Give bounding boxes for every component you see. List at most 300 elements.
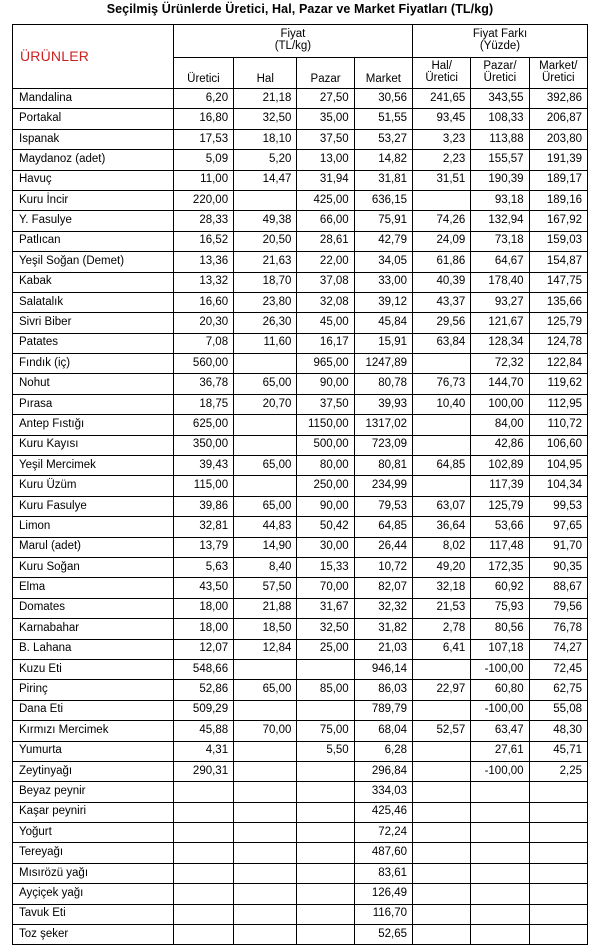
product-name-cell: Fındık (iç) [13,354,174,374]
value-cell: 13,32 [173,272,233,292]
value-cell: 13,00 [297,150,354,170]
product-name-cell: Kuru İncir [13,190,174,210]
product-name-cell: Yeşil Soğan (Demet) [13,252,174,272]
value-cell: 52,86 [173,680,233,700]
value-cell [529,823,587,843]
table-row [13,517,588,537]
table-row [13,272,588,292]
value-cell: 55,08 [529,700,587,720]
product-name-cell: Maydanoz (adet) [13,150,174,170]
product-name-cell: Dana Eti [13,700,174,720]
value-cell: 64,85 [413,456,471,476]
table-row [13,150,588,170]
table-row [13,904,588,924]
table-row [13,170,588,190]
value-cell: 10,72 [354,557,412,577]
table-row [13,456,588,476]
value-cell: 155,57 [471,150,529,170]
value-cell: 40,39 [413,272,471,292]
value-cell [173,863,233,883]
column-header-pazar-uretici-line1: Pazar/ [483,60,517,73]
table-row [13,313,588,333]
value-cell: 53,27 [354,129,412,149]
value-cell: 80,81 [354,456,412,476]
value-cell: 154,87 [529,252,587,272]
value-cell: 560,00 [173,354,233,374]
value-cell: 51,55 [354,109,412,129]
table-row [13,843,588,863]
value-cell [234,823,297,843]
value-cell: 76,73 [413,374,471,394]
table-row [13,761,588,781]
value-cell [173,925,233,945]
value-cell: 32,08 [297,292,354,312]
value-cell: 6,20 [173,89,233,109]
value-cell: -100,00 [471,659,529,679]
value-cell: 32,32 [354,598,412,618]
value-cell: 18,70 [234,272,297,292]
group-header-fiyat-line2: (TL/kg) [274,40,312,52]
value-cell: 93,27 [471,292,529,312]
group-header-fiyat-farki [413,25,588,58]
value-cell: 11,60 [234,333,297,353]
value-cell: 52,57 [413,721,471,741]
value-cell [413,700,471,720]
value-cell: 45,84 [354,313,412,333]
value-cell [413,884,471,904]
value-cell: 39,43 [173,456,233,476]
value-cell: 7,08 [173,333,233,353]
value-cell: 234,99 [354,476,412,496]
value-cell [173,904,233,924]
value-cell [413,802,471,822]
value-cell: 147,75 [529,272,587,292]
product-name-cell: Kuru Üzüm [13,476,174,496]
value-cell: 102,89 [471,456,529,476]
value-cell: 206,87 [529,109,587,129]
value-cell [471,884,529,904]
value-cell: 5,20 [234,150,297,170]
value-cell [297,700,354,720]
value-cell: 16,80 [173,109,233,129]
value-cell: 93,18 [471,190,529,210]
value-cell [234,190,297,210]
value-cell: 946,14 [354,659,412,679]
value-cell: 117,39 [471,476,529,496]
product-name-cell: Tavuk Eti [13,904,174,924]
value-cell [471,925,529,945]
column-header-hal: Hal [234,58,297,89]
value-cell: 73,18 [471,231,529,251]
value-cell: 31,94 [297,170,354,190]
value-cell [234,415,297,435]
value-cell: 32,81 [173,517,233,537]
value-cell [173,843,233,863]
value-cell: 45,71 [529,741,587,761]
value-cell [413,823,471,843]
value-cell: 72,32 [471,354,529,374]
value-cell: 75,00 [297,721,354,741]
group-header-fiyat [173,25,412,58]
value-cell: 190,39 [471,170,529,190]
value-cell: 12,84 [234,639,297,659]
value-cell: 42,86 [471,435,529,455]
product-name-cell: Havuç [13,170,174,190]
value-cell: 97,65 [529,517,587,537]
table-row [13,802,588,822]
value-cell [413,904,471,924]
value-cell: 125,79 [529,313,587,333]
product-name-cell: Yumurta [13,741,174,761]
product-name-cell: Sivri Biber [13,313,174,333]
table-row [13,639,588,659]
value-cell: 74,26 [413,211,471,231]
value-cell: 25,00 [297,639,354,659]
value-cell [413,782,471,802]
value-cell: -100,00 [471,761,529,781]
table-row [13,476,588,496]
value-cell: 100,00 [471,394,529,414]
value-cell [413,415,471,435]
value-cell [529,843,587,863]
value-cell: 4,31 [173,741,233,761]
value-cell: 6,41 [413,639,471,659]
value-cell: 392,86 [529,89,587,109]
product-name-cell: Ispanak [13,129,174,149]
value-cell: 14,90 [234,537,297,557]
value-cell [413,476,471,496]
value-cell: 18,10 [234,129,297,149]
value-cell: 113,88 [471,129,529,149]
table-row [13,557,588,577]
value-cell [529,904,587,924]
value-cell: 135,66 [529,292,587,312]
value-cell: 15,33 [297,557,354,577]
value-cell: 124,78 [529,333,587,353]
value-cell [234,904,297,924]
value-cell: 22,97 [413,680,471,700]
value-cell [173,823,233,843]
value-cell: 2,25 [529,761,587,781]
value-cell: 8,40 [234,557,297,577]
value-cell: 487,60 [354,843,412,863]
value-cell: 52,65 [354,925,412,945]
value-cell: 965,00 [297,354,354,374]
value-cell: 23,80 [234,292,297,312]
table-row [13,578,588,598]
product-name-cell: Kuru Fasulye [13,496,174,516]
value-cell [297,659,354,679]
value-cell: 91,70 [529,537,587,557]
table-row [13,333,588,353]
value-cell [234,741,297,761]
value-cell: 49,38 [234,211,297,231]
price-table [12,24,588,945]
value-cell: -100,00 [471,700,529,720]
value-cell: 107,18 [471,639,529,659]
value-cell: 80,78 [354,374,412,394]
value-cell: 296,84 [354,761,412,781]
value-cell: 116,70 [354,904,412,924]
table-row [13,190,588,210]
value-cell: 350,00 [173,435,233,455]
value-cell [413,659,471,679]
table-row [13,659,588,679]
value-cell: 5,63 [173,557,233,577]
product-name-cell: B. Lahana [13,639,174,659]
value-cell: 21,53 [413,598,471,618]
value-cell [413,863,471,883]
value-cell: 32,50 [297,619,354,639]
product-name-cell: Kuru Kayısı [13,435,174,455]
value-cell [234,761,297,781]
value-cell: 220,00 [173,190,233,210]
value-cell: 21,88 [234,598,297,618]
value-cell: 2,78 [413,619,471,639]
value-cell: 334,03 [354,782,412,802]
value-cell: 75,93 [471,598,529,618]
value-cell: 74,27 [529,639,587,659]
value-cell: 90,00 [297,496,354,516]
product-name-cell: Limon [13,517,174,537]
product-name-cell: Elma [13,578,174,598]
table-row [13,863,588,883]
value-cell [529,782,587,802]
value-cell: 30,00 [297,537,354,557]
value-cell: 64,67 [471,252,529,272]
value-cell: 16,52 [173,231,233,251]
product-name-cell: Salatalık [13,292,174,312]
product-name-cell: Ayçiçek yağı [13,884,174,904]
value-cell: 43,37 [413,292,471,312]
column-header-uretici: Üretici [173,58,233,89]
value-cell: 343,55 [471,89,529,109]
column-header-pazar-uretici [471,58,529,89]
value-cell: 70,00 [297,578,354,598]
value-cell: 24,09 [413,231,471,251]
value-cell: 45,88 [173,721,233,741]
product-name-cell: Domates [13,598,174,618]
value-cell: 28,61 [297,231,354,251]
value-cell: 16,17 [297,333,354,353]
value-cell: 159,03 [529,231,587,251]
value-cell: 110,72 [529,415,587,435]
value-cell: 191,39 [529,150,587,170]
value-cell: 32,50 [234,109,297,129]
table-row [13,598,588,618]
table-row [13,619,588,639]
value-cell: 5,50 [297,741,354,761]
table-row [13,823,588,843]
value-cell: 39,86 [173,496,233,516]
value-cell: 31,82 [354,619,412,639]
product-name-cell: Mandalina [13,89,174,109]
value-cell: 29,56 [413,313,471,333]
value-cell: 36,78 [173,374,233,394]
value-cell: 31,81 [354,170,412,190]
column-header-hal-uretici [413,58,471,89]
table-row [13,537,588,557]
value-cell [529,863,587,883]
product-name-cell: Karnabahar [13,619,174,639]
table-row [13,925,588,945]
value-cell [234,700,297,720]
value-cell: 66,00 [297,211,354,231]
page-title: Seçilmiş Ürünlerde Üretici, Hal, Pazar ve Market Fiyatları (TL/kg) [106,2,494,16]
value-cell: 1150,00 [297,415,354,435]
value-cell: 57,50 [234,578,297,598]
value-cell [471,843,529,863]
column-header-market-uretici-line2: Üretici [542,72,575,84]
value-cell: 60,92 [471,578,529,598]
value-cell: 27,61 [471,741,529,761]
product-name-cell: Beyaz peynir [13,782,174,802]
value-cell: 61,86 [413,252,471,272]
value-cell: 34,05 [354,252,412,272]
value-cell: 548,66 [173,659,233,679]
value-cell [413,761,471,781]
value-cell [413,843,471,863]
value-cell [413,190,471,210]
table-header [13,25,588,89]
value-cell: 21,18 [234,89,297,109]
value-cell [297,884,354,904]
table-row [13,89,588,109]
value-cell: 13,79 [173,537,233,557]
value-cell: 125,79 [471,496,529,516]
value-cell: 15,91 [354,333,412,353]
value-cell: 63,07 [413,496,471,516]
value-cell: 789,79 [354,700,412,720]
value-cell: 37,08 [297,272,354,292]
group-header-fark-line1: Fiyat Farkı [472,28,528,41]
value-cell: 21,03 [354,639,412,659]
value-cell: 203,80 [529,129,587,149]
value-cell: 35,00 [297,109,354,129]
table-row [13,782,588,802]
product-name-cell: Yoğurt [13,823,174,843]
table-row [13,741,588,761]
value-cell [173,884,233,904]
value-cell [234,435,297,455]
value-cell: 60,80 [471,680,529,700]
price-table-container [12,24,588,945]
value-cell: 75,91 [354,211,412,231]
value-cell [413,435,471,455]
table-row [13,435,588,455]
value-cell: 21,63 [234,252,297,272]
value-cell: 122,84 [529,354,587,374]
value-cell: 104,95 [529,456,587,476]
value-cell: 65,00 [234,680,297,700]
value-cell: 106,60 [529,435,587,455]
value-cell [297,843,354,863]
value-cell: 88,67 [529,578,587,598]
value-cell: 37,50 [297,129,354,149]
value-cell: 27,50 [297,89,354,109]
value-cell: 12,07 [173,639,233,659]
products-header-cell: ÜRÜNLER [13,25,174,89]
value-cell [471,863,529,883]
value-cell: 86,03 [354,680,412,700]
value-cell [471,904,529,924]
value-cell: 39,12 [354,292,412,312]
value-cell: 50,42 [297,517,354,537]
table-row [13,884,588,904]
value-cell: 68,04 [354,721,412,741]
value-cell: 93,45 [413,109,471,129]
value-cell: 14,82 [354,150,412,170]
value-cell: 79,56 [529,598,587,618]
value-cell [529,925,587,945]
value-cell [413,741,471,761]
value-cell: 80,00 [297,456,354,476]
table-row [13,374,588,394]
value-cell: 18,50 [234,619,297,639]
value-cell: 70,00 [234,721,297,741]
value-cell: 167,92 [529,211,587,231]
value-cell: 72,24 [354,823,412,843]
product-name-cell: Kaşar peyniri [13,802,174,822]
value-cell: 117,48 [471,537,529,557]
value-cell: 172,35 [471,557,529,577]
table-row [13,211,588,231]
product-name-cell: Portakal [13,109,174,129]
value-cell: 1247,89 [354,354,412,374]
column-header-hal-uretici-line1: Hal/ [431,60,452,73]
value-cell: 425,46 [354,802,412,822]
value-cell: 115,00 [173,476,233,496]
value-cell: 80,56 [471,619,529,639]
value-cell: 83,61 [354,863,412,883]
value-cell [234,843,297,863]
value-cell: 90,35 [529,557,587,577]
table-row [13,721,588,741]
table-row [13,496,588,516]
value-cell: 65,00 [234,456,297,476]
value-cell: 121,67 [471,313,529,333]
value-cell: 14,47 [234,170,297,190]
group-header-fiyat-line1: Fiyat [280,28,306,41]
value-cell: 1317,02 [354,415,412,435]
product-name-cell: Antep Fıstığı [13,415,174,435]
value-cell: 39,93 [354,394,412,414]
value-cell [234,884,297,904]
value-cell: 425,00 [297,190,354,210]
value-cell: 82,07 [354,578,412,598]
column-header-market-uretici [529,58,587,89]
product-name-cell: Pırasa [13,394,174,414]
table-row [13,231,588,251]
value-cell: 72,45 [529,659,587,679]
table-row [13,415,588,435]
value-cell [234,782,297,802]
value-cell: 65,00 [234,496,297,516]
value-cell [297,761,354,781]
value-cell: 8,02 [413,537,471,557]
product-name-cell: Zeytinyağı [13,761,174,781]
value-cell: 45,00 [297,313,354,333]
value-cell: 250,00 [297,476,354,496]
value-cell: 290,31 [173,761,233,781]
product-name-cell: Toz şeker [13,925,174,945]
value-cell: 76,78 [529,619,587,639]
value-cell [413,354,471,374]
product-name-cell: Mısırözü yağı [13,863,174,883]
product-name-cell: Yeşil Mercimek [13,456,174,476]
value-cell: 5,09 [173,150,233,170]
value-cell: 22,00 [297,252,354,272]
